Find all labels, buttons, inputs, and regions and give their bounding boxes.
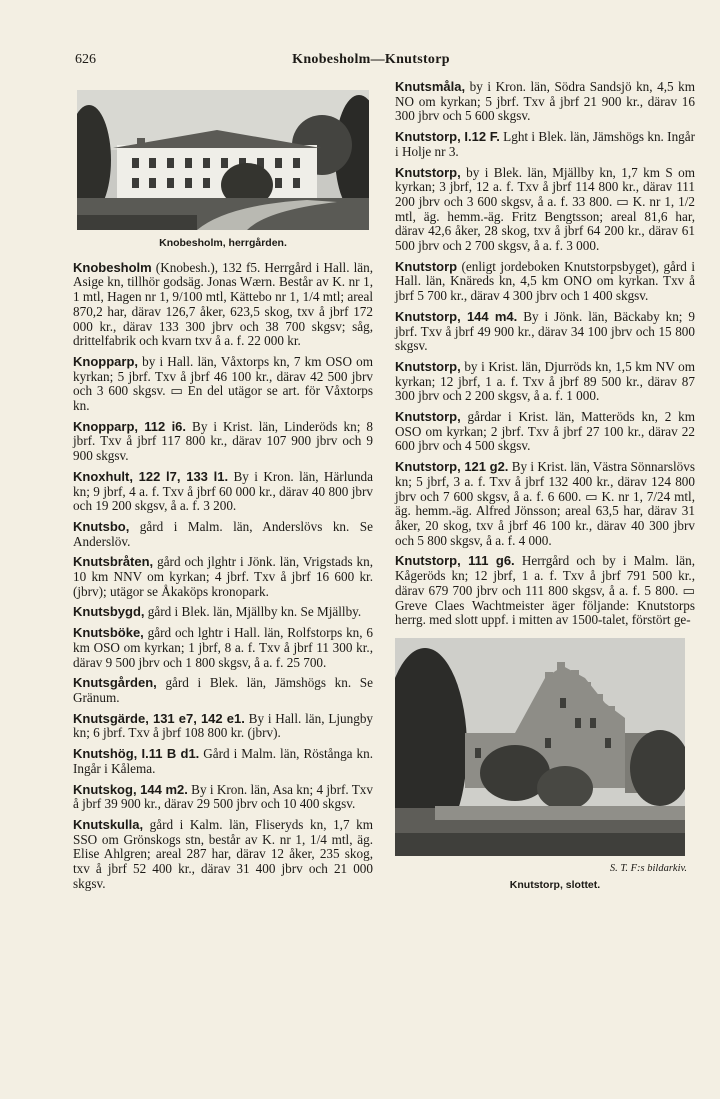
entry: Knobesholm (Knobesh.), 132 f5. Herrgård i Hall. län, Asige kn, tillhör godsäg. Jonas Wærn. Består av K. nr 1, 1 mtl, Hagen nr 1, 9/100 mtl, Kättebo nr 1, 1/4 mtl; areal 870,2 har, därav 126,7 åker, 623,5 skog, txv å jbrf 172 000 kr., därav 133 300 jbrv och 38 700 skgsv; såg, drittelfabrik och kvarn txv å a. f. 22 000 kr. — [73, 259, 373, 349]
entry: Knutsgården, gård i Blek. län, Jämshögs kn. Se Gränum. — [73, 675, 373, 705]
entry: Knopparp, by i Hall. län, Våxtorps kn, 7 km OSO om kyrkan; 5 jbrf. Txv å jbrf 46 100 kr., därav 42 500 jbrv och 3 600 skgsv. ▭ En del utägor se art. för Våxtorps kn. — [73, 353, 373, 414]
running-head: Knobesholm—Knutstorp — [292, 52, 450, 67]
entry: Knutskog, 144 m2. By i Kron. län, Asa kn; 4 jbrf. Txv å jbrf 39 900 kr., därav 29 500 jbrv och 10 400 skgsv. — [73, 781, 373, 812]
knobesholm-photo — [77, 90, 369, 230]
entry: Knutstorp, gårdar i Krist. län, Matteröds kn, 2 km OSO om kyrkan; 2 jbrf. Txv å jbrf 27 100 kr., därav 22 600 jbrv och 4 500 skgsv. — [395, 409, 695, 454]
left-column — [73, 84, 373, 897]
knutstorp-castle-photo — [395, 638, 685, 856]
photo-credit: S. T. F:s bildarkiv. — [609, 862, 687, 874]
entry: Knutsbråten, gård och jlghtr i Jönk. län, Vrigstads kn, 10 km NNV om kyrkan; 4 jbrf. Txv å jbrf 16 600 kr. (jbrv); utägor se Åkaköps kronopark. — [73, 554, 373, 599]
entry: Knutskulla, gård i Kalm. län, Fliseryds kn, 1,7 km SSO om Grönskogs stn, består av K. nr 1, 1/4 mtl, äg. Elise Ahlgren; areal 287 har, därav 12 åker, 235 skog, txv å jbrf 52 400 kr., därav 31 400 jbrv och 21 000 skgsv. — [73, 816, 373, 891]
photo-caption: Knobesholm, herrgården. — [159, 237, 287, 249]
right-column — [395, 80, 695, 892]
page-number: 626 — [75, 52, 96, 67]
entry: Knutstorp, 144 m4. By i Jönk. län, Bäckaby kn; 9 jbrf. Txv å jbrf 49 900 kr., därav 34 100 jbrv och 15 800 skgsv. — [395, 308, 695, 354]
entry: Knutshög, I.11 B d1. Gård i Malm. län, Röstånga kn. Ingår i Kålema. — [73, 746, 373, 776]
entry: Knutstorp (enligt jordeboken Knutstorpsbyget), gård i Hall. län, Knäreds kn, 4,5 km ONO om kyrkan. Txv å jbrf 5 700 kr., därav 4 300 jbrv och 1 400 skgsv. — [395, 258, 695, 304]
entry: Knutsmåla, by i Kron. län, Södra Sandsjö kn, 4,5 km NO om kyrkan; 5 jbrf. Txv å jbrf 21 900 kr., därav 16 300 jbrv och 5 600 skgsv. — [395, 79, 695, 124]
entry: Knoxhult, 122 l7, 133 l1. By i Kron. län, Härlunda kn; 9 jbrf, 4 a. f. Txv å jbrf 60 000 kr., därav 40 800 jbrv och 19 200 skgsv, å a. f. 3 200. — [73, 468, 373, 514]
entry: Knutstorp, by i Blek. län, Mjällby kn, 1,7 km S om kyrkan; 3 jbrf, 12 a. f. Txv å jbrf 114 800 kr., därav 111 200 jbrv och 3 600 skgsv, å a. f. 33 800. ▭ K. nr 1, 1/2 mtl, äg. hemm.-äg. Fritz Bengtsson; areal 81,6 har, därav 42,6 åker, 28 skog, txv å jbrf 64 200 kr., därav 61 500 jbrv och 2 700 skgsv, å a. f. 3 000. — [395, 164, 695, 254]
entry: Knutstorp, by i Krist. län, Djurröds kn, 1,5 km NV om kyrkan; 12 jbrf, 1 a. f. Txv å jbrf 89 500 kr., därav 87 300 jbrv och 2 200 skgsv, å a. f. 1 000. — [395, 358, 695, 404]
entry: Knutsgärde, 131 e7, 142 e1. By i Hall. län, Ljungby kn; 6 jbrf. Txv å jbrf 108 800 kr. (jbrv). — [73, 710, 374, 741]
photo-caption: Knutstorp, slottet. — [509, 878, 601, 891]
entry: Knopparp, 112 i6. By i Krist. län, Linderöds kn; 8 jbrf. Txv å jbrf 117 800 kr., därav 107 900 jbrv och 9 900 skgsv. — [73, 418, 373, 464]
entry: Knutstorp, 121 g2. By i Krist. län, Västra Sönnarslövs kn; 5 jbrf, 3 a. f. Txv å jbrf 132 400 kr., därav 124 800 jbrv och 7 600 skgsv, å a. f. 6 600. ▭ K. nr 1, 7/24 mtl, äg. hemm.-äg. Alfred Jönsson; areal 63,5 har, därav 31 åker, 20 skog, txv å jbrf 46 100 kr., därav 40 300 jbrv och 5 800 skgsv, å a. f. 4 000. — [395, 459, 695, 548]
entry: Knutstorp, I.12 F. Lght i Blek. län, Jämshögs kn. Ingår i Holje nr 3. — [395, 129, 696, 159]
entry: Knutsbygd, gård i Blek. län, Mjällby kn. Se Mjällby. — [73, 604, 362, 620]
entry: Knutstorp, 111 g6. Herrgård och by i Malm. län, Kågeröds kn; 12 jbrf, 1 a. f. Txv å jbrf 791 500 kr., därav 679 700 jbrv och 111 800 skgsv, å a. f. 5 800. ▭ Greve Claes Wachtmeister äger följande: Knutstorps herrg. med slott uppf. i mitten av 1500-talet, förstört ge- — [395, 553, 695, 628]
entry: Knutsböke, gård och lghtr i Hall. län, Rolfstorps kn, 6 km OSO om kyrkan; 1 jbrf, 8 a. f. Txv å jbrf 11 300 kr., därav 9 500 jbrv och 1 800 skgsv, å a. f. 25 700. — [73, 625, 373, 670]
entry: Knutsbo, gård i Malm. län, Anderslövs kn. Se Anderslöv. — [73, 518, 373, 549]
